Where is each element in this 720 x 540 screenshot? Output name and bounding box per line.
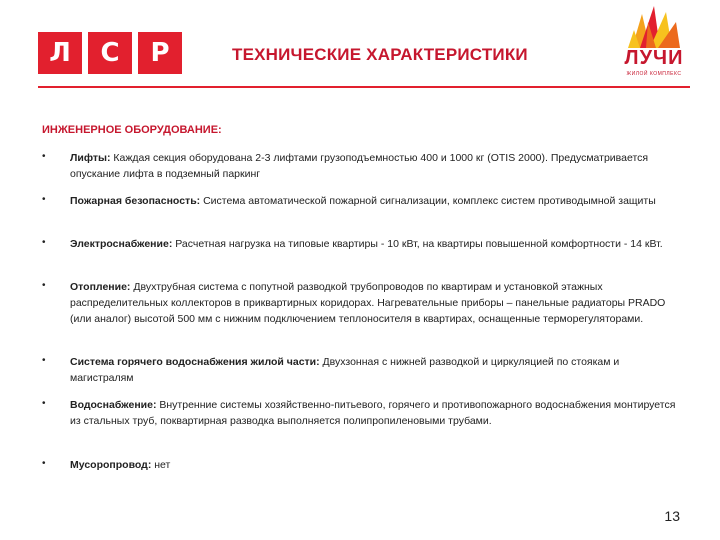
item-title: Система горячего водоснабжения жилой части:	[70, 356, 320, 368]
lsr-logo-letter-s: С	[88, 32, 132, 74]
bullet-icon: •	[42, 151, 46, 162]
item-title: Мусоропровод:	[70, 459, 152, 471]
section-heading: ИНЖЕНЕРНОЕ ОБОРУДОВАНИЕ:	[42, 124, 222, 136]
bullet-icon: •	[42, 398, 46, 409]
item-title: Лифты:	[70, 152, 111, 164]
luchi-logo-subtitle: ЖИЛОЙ КОМПЛЕКС	[626, 71, 682, 77]
lsr-logo	[38, 32, 182, 74]
header-divider	[38, 86, 690, 88]
page-number: 13	[664, 508, 680, 524]
item-text: Двухзонная с нижней разводкой и циркуляцией по стоякам и магистралям	[70, 356, 620, 384]
list-item	[42, 457, 682, 473]
list-item	[42, 354, 682, 386]
list-item	[42, 150, 682, 182]
item-title: Отопление:	[70, 281, 131, 293]
item-text: Система автоматической пожарной сигнализации, комплекс систем противодымной защиты	[200, 195, 656, 207]
bullet-icon: •	[42, 237, 46, 248]
page-title: ТЕХНИЧЕСКИЕ ХАРАКТЕРИСТИКИ	[232, 45, 528, 64]
luchi-logo-name: ЛУЧИ	[624, 47, 684, 69]
item-text: Внутренние системы хозяйственно-питьевого, горячего и противопожарного водоснабжения монтируется из стальных труб, поквартирная разводка выполняется полипропиленовыми трубами.	[70, 399, 676, 427]
bullet-icon: •	[42, 194, 46, 205]
item-text: Двухтрубная система с попутной разводкой трубопроводов по квартирам и установкой этажных распределительных коллекторов в приквартирных коридорах. Нагревательные приборы – панельные радиаторы PRADO (или аналог) высотой 500 мм с нижним подключением теплоносителя в квартирах, оснащенные терморегуляторами.	[70, 281, 666, 325]
lsr-logo-letter-r: Р	[138, 32, 182, 74]
bullet-icon: •	[42, 280, 46, 291]
rays-icon	[628, 4, 680, 48]
item-text: Расчетная нагрузка на типовые квартиры - 10 кВт, на квартиры повышенной комфортности - 14 кВт.	[172, 238, 663, 250]
list-item	[42, 279, 682, 327]
bullet-icon: •	[42, 355, 46, 366]
list-item	[42, 236, 682, 252]
bullet-icon: •	[42, 458, 46, 469]
item-text: нет	[151, 459, 171, 471]
luchi-logo	[618, 4, 690, 82]
list-item	[42, 193, 682, 209]
item-title: Электроснабжение:	[70, 238, 173, 250]
list-item	[42, 397, 682, 429]
lsr-logo-letter-l: Л	[38, 32, 82, 74]
item-text: Каждая секция оборудована 2-3 лифтами грузоподъемностью 400 и 1000 кг (OTIS 2000). Предусматривается опускание лифта в подземный паркинг	[70, 152, 649, 180]
item-title: Водоснабжение:	[70, 399, 157, 411]
item-title: Пожарная безопасность:	[70, 195, 201, 207]
